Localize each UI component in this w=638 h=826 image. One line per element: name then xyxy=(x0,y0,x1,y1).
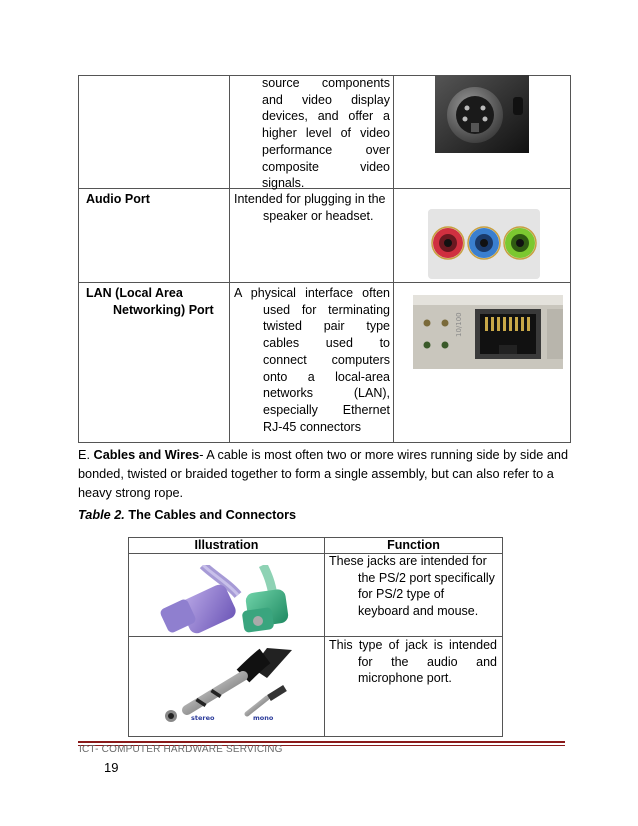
lan-port-label: LAN (Local Area Networking) Port xyxy=(86,286,214,317)
page-number: 19 xyxy=(104,760,119,775)
lan-port-description: A physical interface often used for terminating twisted pair type cables used to connect computers onto a local-area networks (LAN), especially Ethernet RJ-45 connectors xyxy=(234,286,390,434)
s-video-port-photo xyxy=(435,75,529,153)
section-text: - A cable is most often two or more wires running side by side and bonded, twisted or braided together to form a single assembly, but can also refer to a heavy strong rope. xyxy=(78,448,569,500)
stereo-label: stereo xyxy=(191,714,215,722)
audio-port-photo xyxy=(428,209,540,279)
cables-and-wires-paragraph xyxy=(78,446,573,503)
cables-table xyxy=(128,537,503,737)
section-heading: Cables and Wires xyxy=(93,448,200,462)
audio-jacks-function: This type of jack is intended for the audio and microphone port. xyxy=(329,638,497,686)
svg-text:10/100: 10/100 xyxy=(455,312,463,337)
s-video-description: source components and video display devices, and offer a higher level of video performance over composite video signals. xyxy=(262,76,390,191)
audio-port-description: Intended for plugging in the speaker or headset. xyxy=(234,192,386,223)
footer-rule xyxy=(78,741,565,743)
ps2-jacks-photo xyxy=(143,565,303,635)
lan-port-photo xyxy=(413,295,563,369)
footer-title: ICT- COMPUTER HARDWARE SERVICING xyxy=(79,744,283,755)
mono-label: mono xyxy=(253,714,274,722)
section-letter: E. xyxy=(78,448,90,462)
ports-table xyxy=(78,75,571,443)
table2-caption-title: The Cables and Connectors xyxy=(128,508,297,522)
header-illustration: Illustration xyxy=(194,538,259,552)
audio-port-label: Audio Port xyxy=(86,192,150,206)
table2-caption xyxy=(78,508,296,522)
ps2-jacks-function: These jacks are intended for the PS/2 port specifically for PS/2 type of keyboard and mouse. xyxy=(329,554,495,619)
table2-caption-label: Table 2. xyxy=(78,508,125,522)
header-function: Function xyxy=(387,538,440,552)
audio-jacks-photo xyxy=(157,648,307,728)
